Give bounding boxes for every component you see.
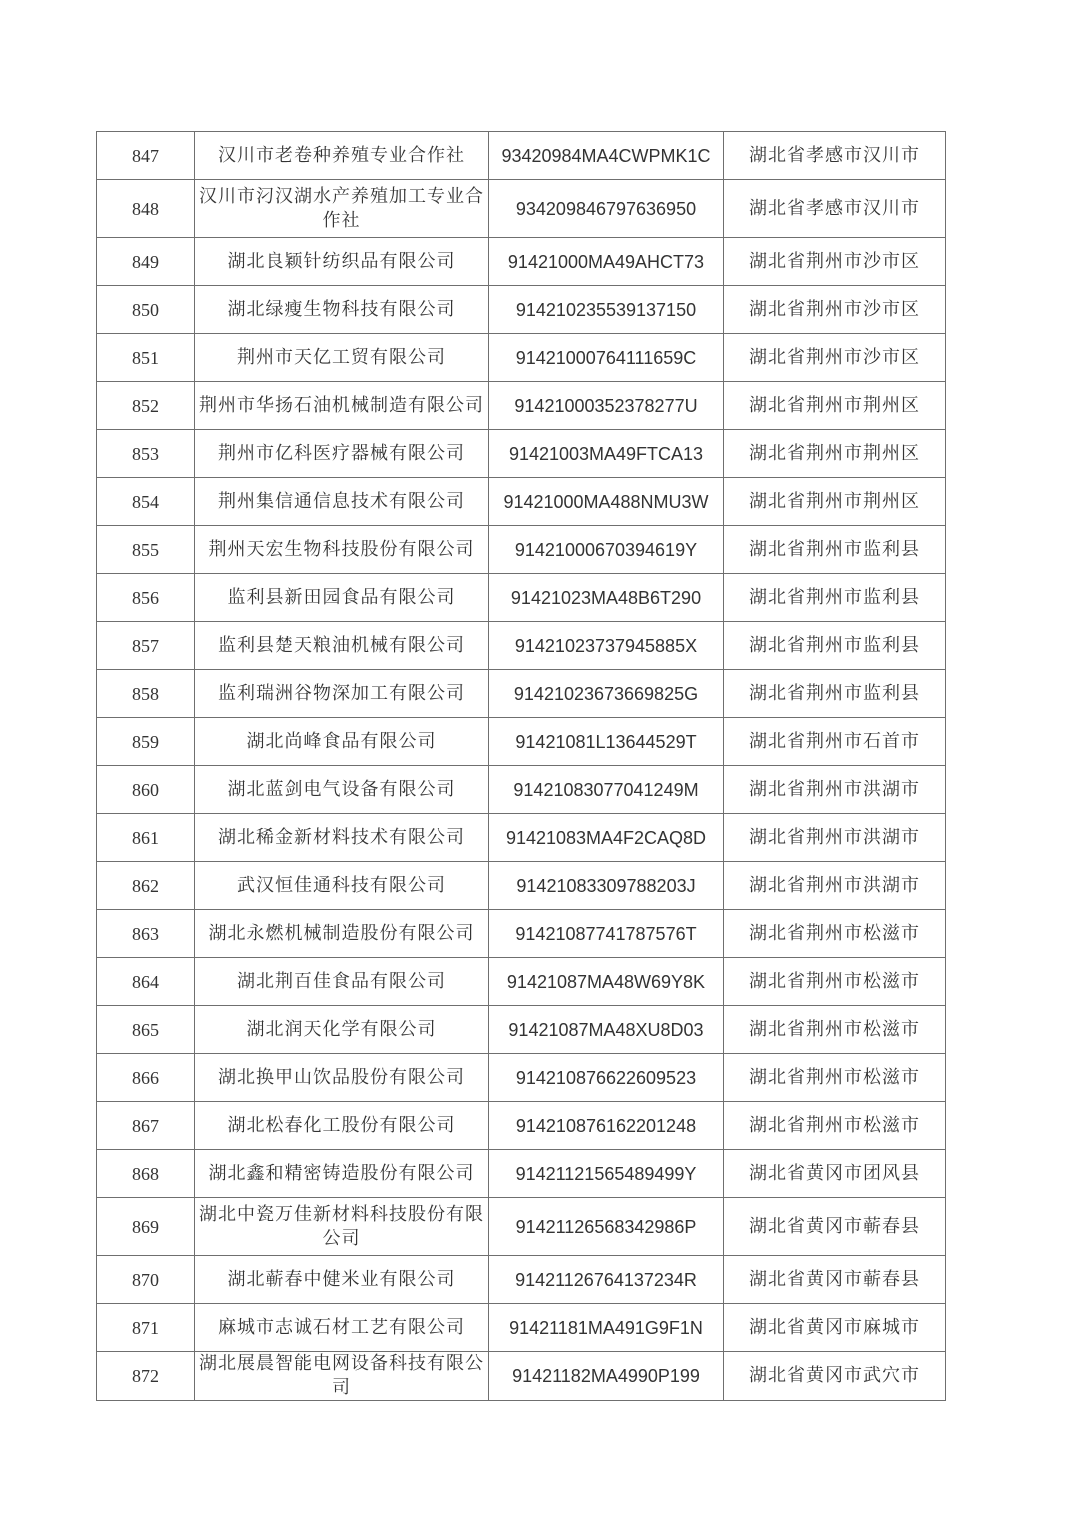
table-row	[97, 1352, 946, 1401]
region-cell: 湖北省孝感市汉川市	[724, 180, 946, 238]
credit-code-cell: 91421121565489499Y	[489, 1150, 724, 1198]
row-number-cell: 851	[97, 334, 195, 382]
enterprise-registry-table	[96, 131, 946, 1401]
company-name-cell: 湖北稀金新材料技术有限公司	[195, 814, 489, 862]
region-cell: 湖北省荆州市荆州区	[724, 430, 946, 478]
row-number-cell: 872	[97, 1352, 195, 1401]
company-name-cell: 汉川市老卷种养殖专业合作社	[195, 132, 489, 180]
row-number-cell: 855	[97, 526, 195, 574]
region-cell: 湖北省荆州市洪湖市	[724, 766, 946, 814]
table-row	[97, 766, 946, 814]
company-name-cell: 湖北换甲山饮品股份有限公司	[195, 1054, 489, 1102]
region-cell: 湖北省荆州市荆州区	[724, 382, 946, 430]
company-name-cell: 荆州市亿科医疗器械有限公司	[195, 430, 489, 478]
credit-code-cell: 91421083077041249M	[489, 766, 724, 814]
region-cell: 湖北省荆州市松滋市	[724, 1054, 946, 1102]
company-name-cell: 湖北荆百佳食品有限公司	[195, 958, 489, 1006]
region-cell: 湖北省荆州市松滋市	[724, 910, 946, 958]
row-number-cell: 863	[97, 910, 195, 958]
table-row	[97, 286, 946, 334]
row-number-cell: 850	[97, 286, 195, 334]
company-name-cell: 湖北蕲春中健米业有限公司	[195, 1256, 489, 1304]
table-row	[97, 1102, 946, 1150]
region-cell: 湖北省黄冈市蕲春县	[724, 1198, 946, 1256]
table-row	[97, 622, 946, 670]
table-row	[97, 334, 946, 382]
table-body	[97, 132, 946, 1401]
table-row	[97, 574, 946, 622]
region-cell: 湖北省荆州市沙市区	[724, 238, 946, 286]
credit-code-cell: 91421023737945885X	[489, 622, 724, 670]
row-number-cell: 868	[97, 1150, 195, 1198]
row-number-cell: 854	[97, 478, 195, 526]
credit-code-cell: 91421000352378277U	[489, 382, 724, 430]
table-row	[97, 1006, 946, 1054]
credit-code-cell: 93420984MA4CWPMK1C	[489, 132, 724, 180]
company-name-cell: 湖北松春化工股份有限公司	[195, 1102, 489, 1150]
row-number-cell: 853	[97, 430, 195, 478]
credit-code-cell: 91421182MA4990P199	[489, 1352, 724, 1401]
region-cell: 湖北省荆州市监利县	[724, 574, 946, 622]
table-row	[97, 1150, 946, 1198]
table-row	[97, 382, 946, 430]
row-number-cell: 856	[97, 574, 195, 622]
region-cell: 湖北省荆州市松滋市	[724, 1006, 946, 1054]
region-cell: 湖北省荆州市松滋市	[724, 958, 946, 1006]
row-number-cell: 871	[97, 1304, 195, 1352]
credit-code-cell: 91421087741787576T	[489, 910, 724, 958]
region-cell: 湖北省黄冈市蕲春县	[724, 1256, 946, 1304]
company-name-cell: 湖北鑫和精密铸造股份有限公司	[195, 1150, 489, 1198]
row-number-cell: 869	[97, 1198, 195, 1256]
row-number-cell: 867	[97, 1102, 195, 1150]
table-row	[97, 1198, 946, 1256]
table-row	[97, 430, 946, 478]
credit-code-cell: 914210235539137150	[489, 286, 724, 334]
company-name-cell: 湖北展晨智能电网设备科技有限公司	[195, 1352, 489, 1401]
row-number-cell: 857	[97, 622, 195, 670]
credit-code-cell: 91421081L13644529T	[489, 718, 724, 766]
company-name-cell: 荆州天宏生物科技股份有限公司	[195, 526, 489, 574]
table-row	[97, 718, 946, 766]
row-number-cell: 862	[97, 862, 195, 910]
company-name-cell: 荆州市天亿工贸有限公司	[195, 334, 489, 382]
company-name-cell: 监利瑞洲谷物深加工有限公司	[195, 670, 489, 718]
company-name-cell: 武汉恒佳通科技有限公司	[195, 862, 489, 910]
company-name-cell: 荆州市华扬石油机械制造有限公司	[195, 382, 489, 430]
region-cell: 湖北省黄冈市武穴市	[724, 1352, 946, 1401]
company-name-cell: 荆州集信通信息技术有限公司	[195, 478, 489, 526]
credit-code-cell: 91421083309788203J	[489, 862, 724, 910]
company-name-cell: 湖北绿瘦生物科技有限公司	[195, 286, 489, 334]
company-name-cell: 监利县新田园食品有限公司	[195, 574, 489, 622]
company-name-cell: 湖北蓝剑电气设备有限公司	[195, 766, 489, 814]
table-row	[97, 862, 946, 910]
region-cell: 湖北省荆州市洪湖市	[724, 862, 946, 910]
table-row	[97, 670, 946, 718]
table-row	[97, 526, 946, 574]
table-row	[97, 1054, 946, 1102]
table-row	[97, 1256, 946, 1304]
credit-code-cell: 91421181MA491G9F1N	[489, 1304, 724, 1352]
company-name-cell: 湖北尚峰食品有限公司	[195, 718, 489, 766]
credit-code-cell: 91421000MA488NMU3W	[489, 478, 724, 526]
region-cell: 湖北省荆州市监利县	[724, 670, 946, 718]
company-name-cell: 汉川市汈汉湖水产养殖加工专业合作社	[195, 180, 489, 238]
row-number-cell: 849	[97, 238, 195, 286]
credit-code-cell: 934209846797636950	[489, 180, 724, 238]
region-cell: 湖北省黄冈市麻城市	[724, 1304, 946, 1352]
region-cell: 湖北省荆州市松滋市	[724, 1102, 946, 1150]
row-number-cell: 861	[97, 814, 195, 862]
credit-code-cell: 91421126568342986P	[489, 1198, 724, 1256]
row-number-cell: 864	[97, 958, 195, 1006]
credit-code-cell: 914210876162201248	[489, 1102, 724, 1150]
row-number-cell: 852	[97, 382, 195, 430]
row-number-cell: 870	[97, 1256, 195, 1304]
row-number-cell: 848	[97, 180, 195, 238]
table-row	[97, 238, 946, 286]
credit-code-cell: 91421083MA4F2CAQ8D	[489, 814, 724, 862]
row-number-cell: 858	[97, 670, 195, 718]
credit-code-cell: 91421023673669825G	[489, 670, 724, 718]
region-cell: 湖北省荆州市监利县	[724, 622, 946, 670]
credit-code-cell: 91421003MA49FTCA13	[489, 430, 724, 478]
credit-code-cell: 91421087MA48W69Y8K	[489, 958, 724, 1006]
table-row	[97, 180, 946, 238]
table-row	[97, 910, 946, 958]
row-number-cell: 860	[97, 766, 195, 814]
region-cell: 湖北省荆州市沙市区	[724, 286, 946, 334]
company-name-cell: 湖北永燃机械制造股份有限公司	[195, 910, 489, 958]
row-number-cell: 866	[97, 1054, 195, 1102]
region-cell: 湖北省荆州市荆州区	[724, 478, 946, 526]
credit-code-cell: 91421000670394619Y	[489, 526, 724, 574]
credit-code-cell: 914210876622609523	[489, 1054, 724, 1102]
company-name-cell: 监利县楚天粮油机械有限公司	[195, 622, 489, 670]
row-number-cell: 865	[97, 1006, 195, 1054]
table-row	[97, 958, 946, 1006]
credit-code-cell: 91421087MA48XU8D03	[489, 1006, 724, 1054]
region-cell: 湖北省荆州市监利县	[724, 526, 946, 574]
region-cell: 湖北省荆州市沙市区	[724, 334, 946, 382]
credit-code-cell: 91421126764137234R	[489, 1256, 724, 1304]
company-name-cell: 湖北润天化学有限公司	[195, 1006, 489, 1054]
table-row	[97, 478, 946, 526]
credit-code-cell: 91421000764111659C	[489, 334, 724, 382]
region-cell: 湖北省黄冈市团风县	[724, 1150, 946, 1198]
company-name-cell: 麻城市志诚石材工艺有限公司	[195, 1304, 489, 1352]
table-row	[97, 814, 946, 862]
region-cell: 湖北省孝感市汉川市	[724, 132, 946, 180]
table-row	[97, 1304, 946, 1352]
region-cell: 湖北省荆州市石首市	[724, 718, 946, 766]
region-cell: 湖北省荆州市洪湖市	[724, 814, 946, 862]
company-name-cell: 湖北良颖针纺织品有限公司	[195, 238, 489, 286]
row-number-cell: 847	[97, 132, 195, 180]
credit-code-cell: 91421023MA48B6T290	[489, 574, 724, 622]
row-number-cell: 859	[97, 718, 195, 766]
credit-code-cell: 91421000MA49AHCT73	[489, 238, 724, 286]
company-name-cell: 湖北中瓷万佳新材料科技股份有限公司	[195, 1198, 489, 1256]
table-row	[97, 132, 946, 180]
